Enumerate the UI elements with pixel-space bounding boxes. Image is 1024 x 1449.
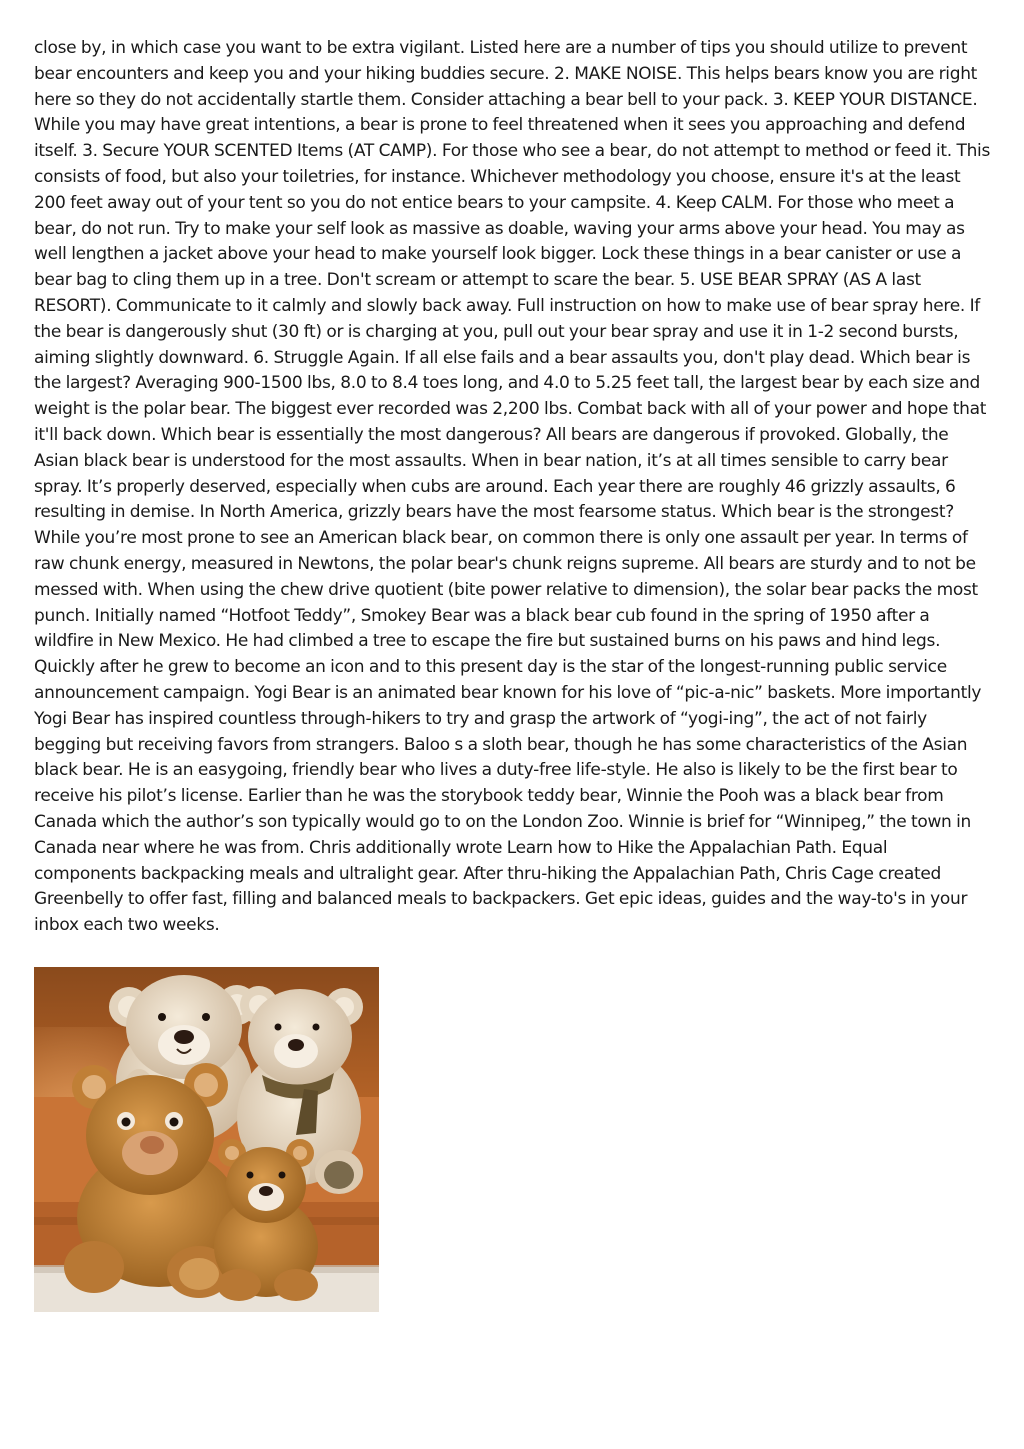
golden-bear-small bbox=[214, 1139, 318, 1301]
golden-bear-large bbox=[64, 1063, 241, 1298]
teddy-bears-photo bbox=[34, 967, 379, 1312]
article-body-text: close by, in which case you want to be extra vigilant. Listed here are a number of tips you should utilize to prevent bear encounters and keep you and your hiking buddies secure. 2. MAKE NOISE. This helps bears know you are right here so they do not accidentally startle them. Consider attaching a bear bell to your pack. 3. KEEP YOUR DISTANCE. While you may have great intentions, a bear is prone to feel threatened when it sees you approaching and defend itself. 3. Secure YOUR SCENTED Items (AT CAMP). For those who see a bear, do not attempt to method or feed it. This consists of food, but also your toiletries, for instance. Whichever methodology you choose, ensure it's at the least 200 feet away out of your tent so you do not entice bears to your campsite. 4. Keep CALM. For those who meet a bear, do not run. Try to make your self look as massive as doable, waving your arms above your head. You may as well lengthen a jacket above your head to make yourself look bigger. Lock these things in a bear canister or use a bear bag to cling them up in a tree. Don't scream or attempt to scare the bear. 5. USE BEAR SPRAY (AS A last RESORT). Communicate to it calmly and slowly back away. Full instruction on how to make use of bear spray here. If the bear is dangerously shut (30 ft) or is charging at you, pull out your bear spray and use it in 1-2 second bursts, aiming slightly downward. 6. Struggle Again. If all else fails and a bear assaults you, don't play dead. Which bear is the largest? Averaging 900-1500 lbs, 8.0 to 8.4 toes long, and 4.0 to 5.25 feet tall, the largest bear by each size and weight is the polar bear. The biggest ever recorded was 2,200 lbs. Combat back with all of your power and hope that it'll back down. Which bear is essentially the most dangerous? All bears are dangerous if provoked. Globally, the Asian black bear is understood for the most assaults. When in bear nation, it’s at all times sensible to carry bear spray. It’s properly deserved, especially when cubs are around. Each year there are roughly 46 grizzly assaults, 6 resulting in demise. In North America, grizzly bears have the most fearsome status. Which bear is the strongest? While you’re most prone to see an American black bear, on common there is only one assault per year. In terms of raw chunk energy, measured in Newtons, the polar bear's chunk reigns supreme. All bears are sturdy and to not be messed with. When using the chew drive quotient (bite power relative to dimension), the solar bear packs the most punch. Initially named “Hotfoot Teddy”, Smokey Bear was a black bear cub found in the spring of 1950 after a wildfire in New Mexico. He had climbed a tree to escape the fire but sustained burns on his paws and hind legs. Quickly after he grew to become an icon and to this present day is the star of the longest-running public service announcement campaign. Yogi Bear is an animated bear known for his love of “pic-a-nic” baskets. More importantly Yogi Bear has inspired countless through-hikers to try and grasp the artwork of “yogi-ing”, the act of not fairly begging but receiving favors from strangers. Baloo s a sloth bear, though he has some characteristics of the Asian black bear. He is an easygoing, friendly bear who lives a duty-free life-style. He also is likely to be the first bear to receive his pilot’s license. Earlier than he was the storybook teddy bear, Winnie the Pooh was a black bear from Canada which the author’s son typically would go to on the London Zoo. Winnie is brief for “Winnipeg,” the town in Canada near where he was from. Chris additionally wrote Learn how to Hike the Appalachian Path. Equal components backpacking meals and ultralight gear. After thru-hiking the Appalachian Path, Chris Cage created Greenbelly to offer fast, filling and balanced meals to backpackers. Get epic ideas, guides and the way-to's in your inbox each two weeks. bbox=[34, 38, 991, 936]
